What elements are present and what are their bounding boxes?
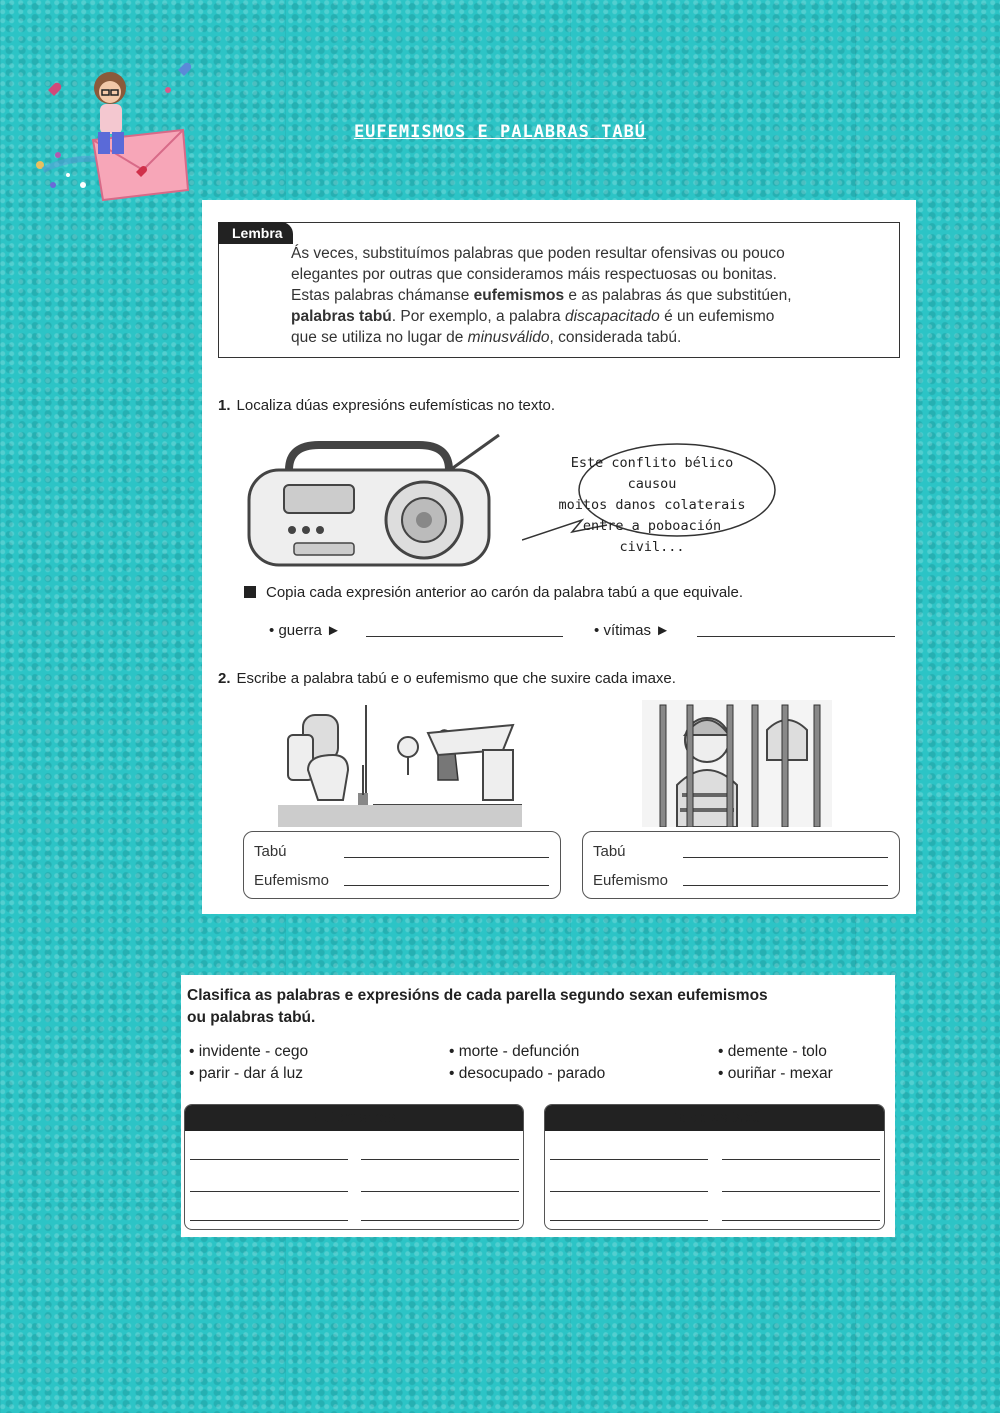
- table-answer-line[interactable]: [361, 1159, 519, 1160]
- reminder-text: Ás veces, substituímos palabras que poden resultar ofensivas ou pouco elegantes por outras que consideramos máis respectuosas ou bonitas. Estas palabras chámanse eufemismos e as palabras ás que substitúen, palabras tabú. Por exemplo, a palabra discapacitado é un eufemismo que se utiliza no lugar de minusválido, considerada tabú.: [291, 245, 792, 346]
- arrow-icon: ►: [325, 622, 341, 639]
- table-answer-line[interactable]: [190, 1191, 348, 1192]
- table-header: Palabras tabú: [545, 1105, 884, 1131]
- pair-item: • invidente - cego: [189, 1043, 309, 1060]
- answer-box-prison: Tabú Eufemismo: [582, 831, 900, 899]
- table-answer-line[interactable]: [722, 1191, 880, 1192]
- eufemismo-answer-line[interactable]: [344, 885, 549, 886]
- heart-icon: [48, 83, 61, 96]
- answer-line-guerra[interactable]: [366, 636, 563, 637]
- heart-icon: [178, 63, 191, 76]
- pair-item: • demente - tolo: [718, 1043, 827, 1060]
- classify-instruction: Clasifica as palabras e expresións de cada parella segundo sexan eufemismos ou palabras tabú.: [187, 987, 768, 1026]
- question-2-title: 2. Escribe a palabra tabú e o eufemismo que che suxire cada imaxe.: [218, 670, 676, 687]
- table-answer-line[interactable]: [722, 1159, 880, 1160]
- arrow-icon: ►: [655, 622, 670, 639]
- pair-item: • desocupado - parado: [449, 1065, 606, 1082]
- bathroom-illustration: [278, 705, 522, 827]
- table-header: Eufemismos: [185, 1105, 523, 1131]
- table-answer-line[interactable]: [550, 1159, 708, 1160]
- prison-illustration: [642, 700, 832, 827]
- table-answer-line[interactable]: [550, 1191, 708, 1192]
- worksheet-part-1: [202, 200, 916, 914]
- pair-item: • morte - defunción: [449, 1043, 580, 1060]
- reminder-box: [218, 222, 900, 358]
- table-palabras-tabu: [544, 1104, 885, 1230]
- reminder-tag: Lembra: [218, 222, 293, 244]
- speech-bubble-text: Este conflito bélico causou moitos danos colaterais entre a poboación civil...: [558, 455, 746, 555]
- item-guerra: • guerra ►: [269, 622, 341, 639]
- question-1-title: 1. Localiza dúas expresións eufemísticas no texto.: [218, 397, 556, 414]
- answer-box-bathroom: Tabú Eufemismo: [243, 831, 561, 899]
- tabu-answer-line[interactable]: [683, 857, 888, 858]
- pair-item: • ouriñar - mexar: [718, 1065, 833, 1082]
- tabu-answer-line[interactable]: [344, 857, 549, 858]
- answer-line-vitimas[interactable]: [697, 636, 895, 637]
- table-answer-line[interactable]: [190, 1159, 348, 1160]
- table-eufemismos: [184, 1104, 524, 1230]
- table-answer-line[interactable]: [722, 1220, 880, 1221]
- copy-instruction: Copia cada expresión anterior ao carón da palabra tabú a que equivale.: [244, 584, 743, 601]
- worksheet-part-2: [181, 975, 895, 1237]
- eufemismo-answer-line[interactable]: [683, 885, 888, 886]
- page-title: EUFEMISMOS E PALABRAS TABÚ: [353, 122, 647, 142]
- radio-illustration: [244, 430, 504, 575]
- table-answer-line[interactable]: [361, 1191, 519, 1192]
- pair-item: • parir - dar á luz: [189, 1065, 303, 1082]
- item-vitimas: • vítimas ►: [594, 622, 670, 639]
- table-answer-line[interactable]: [550, 1220, 708, 1221]
- table-answer-line[interactable]: [190, 1220, 348, 1221]
- square-bullet-icon: [244, 586, 256, 598]
- table-answer-line[interactable]: [361, 1220, 519, 1221]
